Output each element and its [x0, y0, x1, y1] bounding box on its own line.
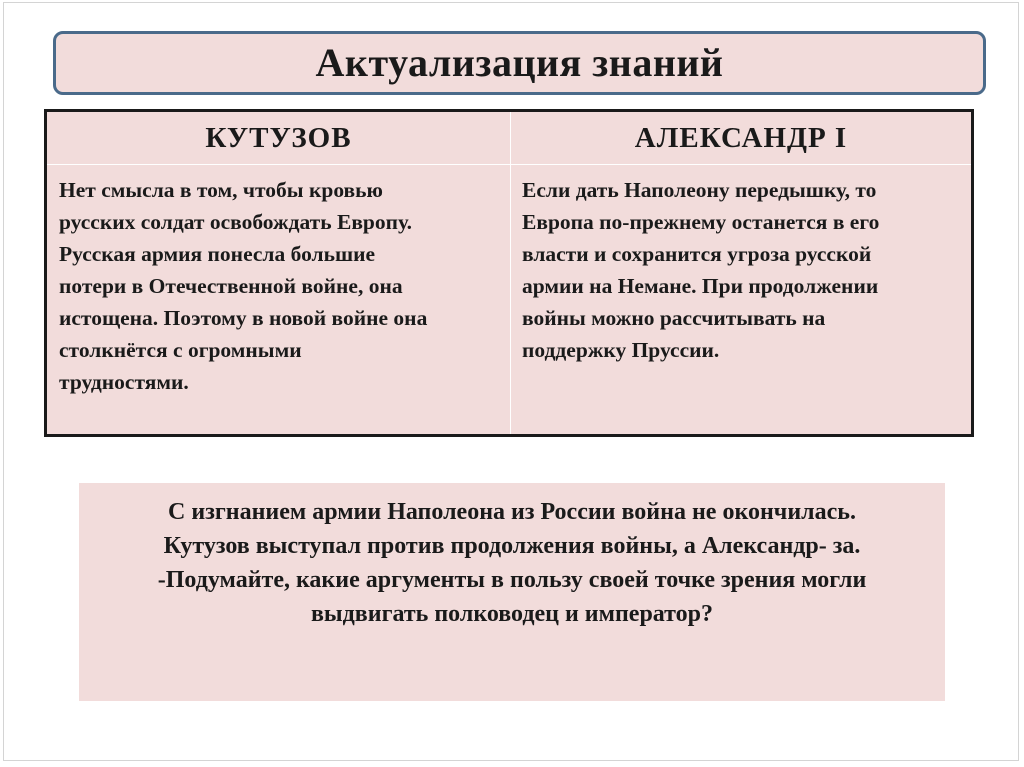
question-box [79, 483, 945, 701]
kutuzov-line: трудностями. [59, 370, 189, 394]
header-alexander: АЛЕКСАНДР I [634, 121, 848, 154]
question-line: С изгнанием армии Наполеона из России война не окончилась. [168, 499, 856, 525]
slide-title: Актуализация знаний [315, 39, 724, 85]
comparison-table [44, 109, 974, 437]
kutuzov-argument [59, 174, 507, 398]
question-line: -Подумайте, какие аргументы в пользу своей точке зрения могли [157, 567, 867, 593]
title-banner [53, 31, 986, 95]
alexander-argument [522, 174, 962, 366]
column-divider [510, 112, 511, 434]
kutuzov-line: русских солдат освобождать Европу. [59, 210, 412, 234]
slide [3, 2, 1019, 761]
kutuzov-line: Русская армия понесла большие [59, 242, 376, 266]
kutuzov-line: потери в Отечественной войне, она [59, 274, 403, 298]
header-divider [47, 164, 971, 165]
question-line: Кутузов выступал против продолжения войны, а Александр- за. [163, 533, 861, 559]
header-kutuzov: КУТУЗОВ [205, 121, 352, 154]
alexander-line: Европа по-прежнему останется в его [522, 210, 880, 234]
alexander-line: власти и сохранится угроза русской [522, 242, 872, 266]
question-line: выдвигать полководец и император? [310, 601, 714, 627]
kutuzov-line: Нет смысла в том, чтобы кровью [59, 178, 383, 202]
alexander-line: поддержку Пруссии. [522, 338, 720, 362]
kutuzov-line: истощена. Поэтому в новой войне она [59, 306, 428, 330]
alexander-line: Если дать Наполеону передышку, то [522, 178, 877, 202]
alexander-line: войны можно рассчитывать на [522, 306, 826, 330]
alexander-line: армии на Немане. При продолжении [522, 274, 879, 298]
kutuzov-line: столкнётся с огромными [59, 338, 302, 362]
